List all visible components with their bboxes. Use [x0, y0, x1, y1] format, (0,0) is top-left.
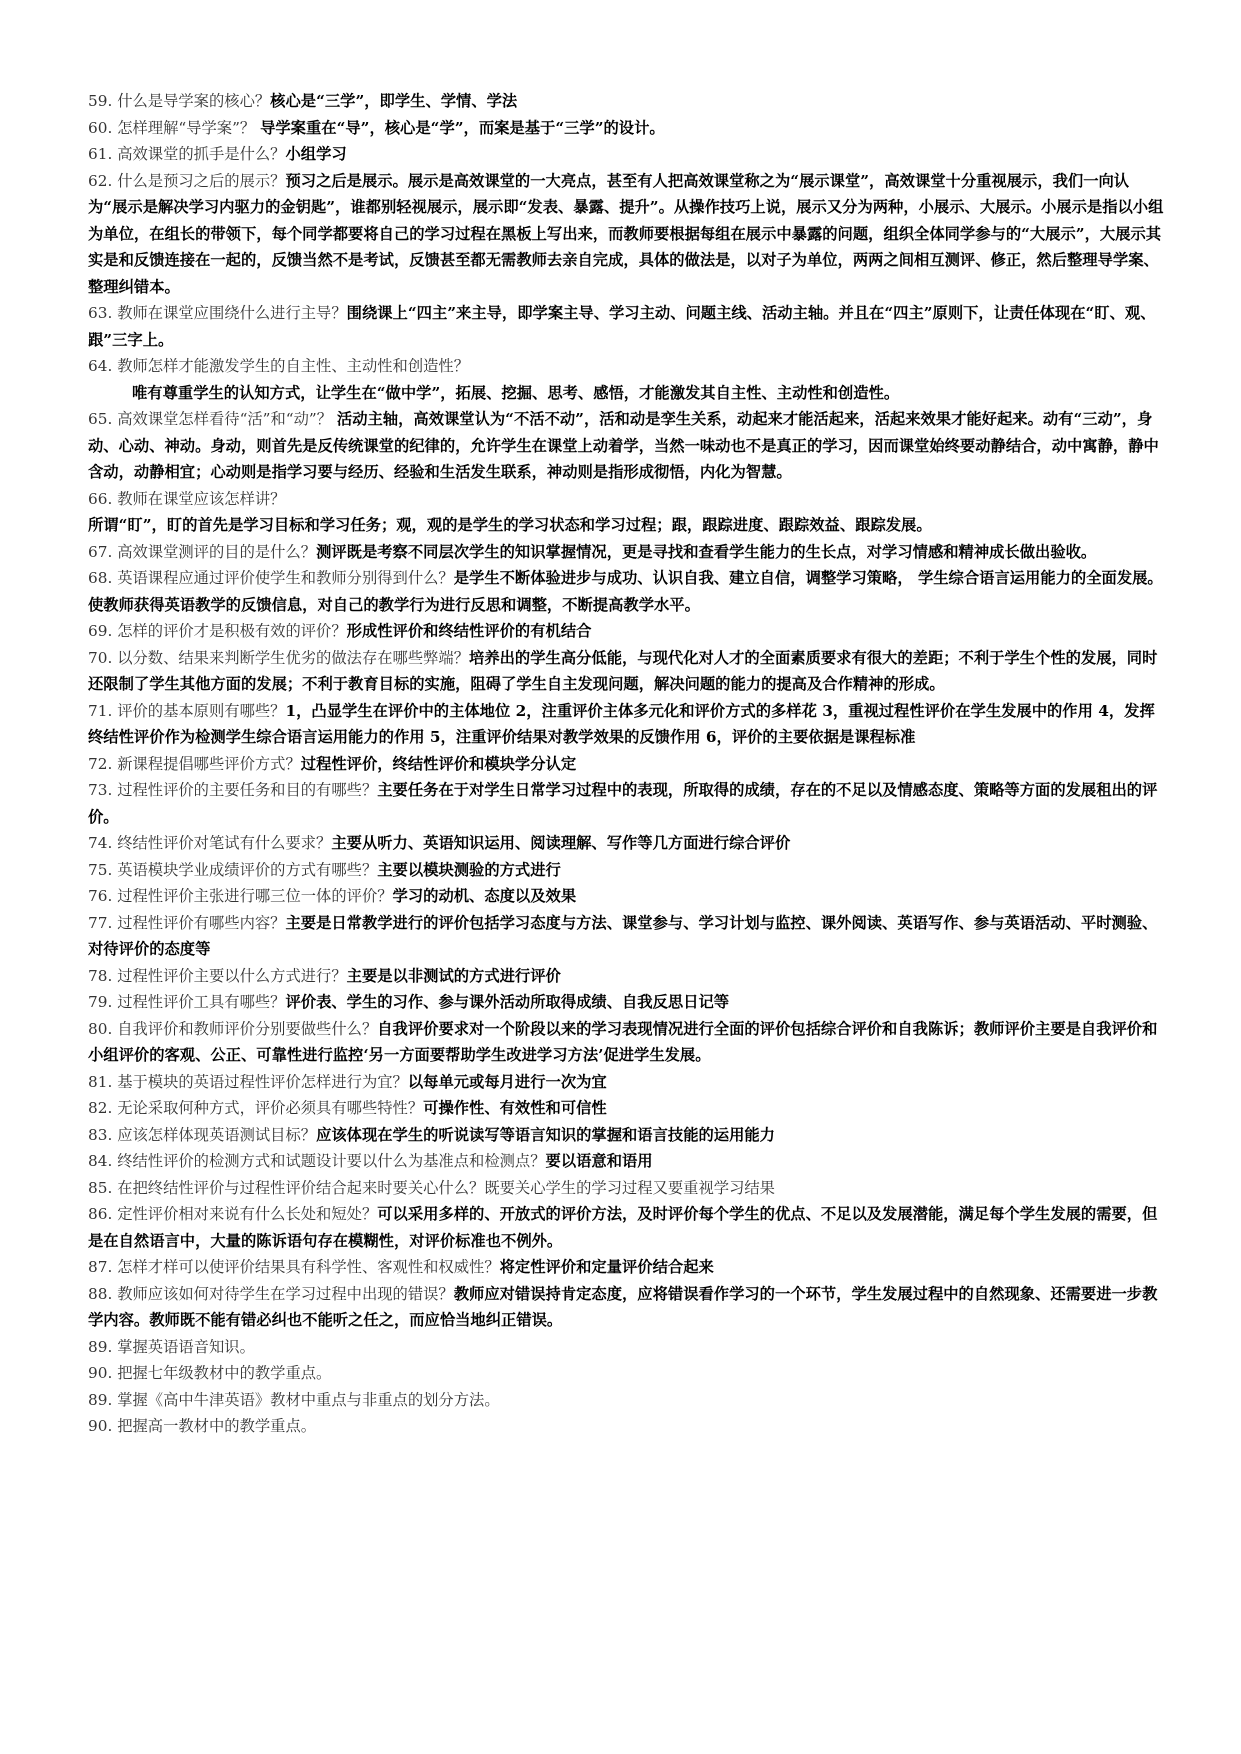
question-text: 69. 怎样的评价才是积极有效的评价？ — [88, 622, 347, 640]
question-text: 81. 基于模块的英语过程性评价怎样进行为宜？ — [88, 1072, 408, 1091]
qa-item-78 — [88, 963, 1168, 990]
qa-item-89 — [88, 1334, 1168, 1361]
question-text: 87. 怎样才样可以使评价结果具有科学性、客观性和权威性？ — [88, 1258, 500, 1276]
answer-text: 所谓“盯”，盯的首先是学习目标和学习任务；观，观的是学生的学习状态和学习过程；跟，跟踪进度、跟踪效益、跟踪发展。 — [88, 516, 932, 534]
answer-text: 主要是日常教学进行的评价包括学习态度与方法、课堂参与、学习计划与监控、课外阅读、英语写作、参与英语活动、平时测验、对待评价的态度等 — [88, 913, 1158, 958]
qa-item-73 — [88, 777, 1168, 830]
question-text: 70. 以分数、结果来判断学生优劣的做法存在哪些弊端？ — [88, 648, 470, 667]
answer-text: 1，凸显学生在评价中的主体地位 2，注重评价主体多元化和评价方式的多样花 3，重视过程性评价在学生发展中的作用 4，发挥终结性评价作为检测学生综合语言运用能力的作用 5，注重评价结果对教学效果的反馈作用 6，评价的主要依据是课程标准 — [88, 701, 1155, 746]
qa-item-60 — [88, 115, 1168, 142]
qa-item-70 — [88, 645, 1168, 698]
question-text: 90. 把握高一教材中的教学重点。 — [88, 1417, 317, 1435]
question-text: 89. 掌握英语语音知识。 — [88, 1337, 255, 1356]
answer-text: 预习之后是展示。展示是高效课堂的一大亮点，甚至有人把高效课堂称之为“展示课堂”，高效课堂十分重视展示，我们一向认为“展示是解决学习内驱力的金钥匙”，谁都别轻视展示，展示即“发表、暴露、提升”。从操作技巧上说，展示又分为两种，小展示、大展示。小展示是指以小组为单位，在组长的带领下，每个同学都要将自己的学习过程在黑板上写出来，而教师要根据每组在展示中暴露的问题，组织全体同学参与的“大展示”，大展示其实是和反馈连接在一起的，反馈当然不是考试，反馈甚至都无需教师去亲自完成，具体的做法是，以对子为单位，两两之间相互测评、修正，然后整理导学案、整理纠错本。 — [88, 171, 1164, 296]
answer-text: 培养出的学生高分低能，与现代化对人才的全面素质要求有很大的差距；不利于学生个性的发展，同时还限制了学生其他方面的发展；不利于教育目标的实施，阻碍了学生自主发现问题，解决问题的能力的提高及合作精神的形成。 — [88, 648, 1158, 693]
qa-item-86 — [88, 1201, 1168, 1254]
answer-text: 是学生不断体验进步与成功、认识自我、建立自信，调整学习策略， 学生综合语言运用能力的全面发展。使教师获得英语教学的反馈信息，对自己的教学行为进行反思和调整，不断提高教学水平。 — [88, 569, 1163, 614]
answer-text: 教师应对错误持肯定态度，应将错误看作学习的一个环节，学生发展过程中的自然现象、还需要进一步教学内容。教师既不能有错必纠也不能听之任之，而应恰当地纠正错误。 — [88, 1284, 1158, 1329]
question-text: 85. 在把终结性评价与过程性评价结合起来时要关心什么？既要关心学生的学习过程又要重视学习结果 — [88, 1178, 775, 1197]
question-text: 76. 过程性评价主张进行哪三位一体的评价？ — [88, 887, 393, 905]
qa-item-69 — [88, 618, 1168, 645]
answer-text: 形成性评价和终结性评价的有机结合 — [346, 622, 592, 640]
answer-text: 主要任务在于对学生日常学习过程中的表现，所取得的成绩，存在的不足以及情感态度、策略等方面的发展租出的评价。 — [88, 781, 1158, 826]
answer-text: 学习的动机、态度以及效果 — [392, 887, 577, 905]
question-text: 79. 过程性评价工具有哪些？ — [88, 993, 286, 1011]
question-text: 77. 过程性评价有哪些内容？ — [88, 913, 286, 932]
answer-text: 要以语意和语用 — [545, 1152, 653, 1170]
qa-item-76 — [88, 883, 1168, 910]
qa-item-84 — [88, 1148, 1168, 1175]
answer-text: 可以采用多样的、开放式的评价方法，及时评价每个学生的优点、不足以及发展潜能，满足每个学生发展的需要，但是在自然语言中，大量的陈诉语句存在模糊性，对评价标准也不例外。 — [88, 1205, 1158, 1250]
qa-item-83 — [88, 1122, 1168, 1149]
answer-text: 评价表、学生的习作、参与课外活动所取得成绩、自我反思日记等 — [285, 993, 730, 1011]
answer-text: 活动主轴，高效课堂认为“不活不动”，活和动是孪生关系，动起来才能活起来，活起来效果才能好起来。动有“三动”，身动、心动、神动。身动，则首先是反传统课堂的纪律的，允许学生在课堂上动着学，当然一味动也不是真正的学习，因而课堂始终要动静结合，动中寓静，静中含动，动静相宜；心动则是指学习要与经历、经验和生活发生联系，神动则是指形成彻悟，内化为智慧。 — [88, 410, 1159, 481]
answer-text: 测评既是考察不同层次学生的知识掌握情况，更是寻找和查看学生能力的生长点，对学习情感和精神成长做出验收。 — [316, 542, 1097, 561]
question-text: 74. 终结性评价对笔试有什么要求？ — [88, 834, 332, 852]
question-text: 72. 新课程提倡哪些评价方式？ — [88, 754, 301, 773]
qa-item-68 — [88, 565, 1168, 618]
qa-item-66-answer — [88, 512, 1168, 539]
qa-item-75 — [88, 857, 1168, 884]
question-text: 66. 教师在课堂应该怎样讲？ — [88, 489, 286, 508]
qa-item-64-answer — [88, 380, 1168, 407]
question-text: 90. 把握七年级教材中的教学重点。 — [88, 1364, 332, 1382]
question-text: 86. 定性评价相对来说有什么长处和短处？ — [88, 1205, 378, 1223]
qa-item-87 — [88, 1254, 1168, 1281]
qa-item-64 — [88, 353, 1168, 380]
question-text: 75. 英语模块学业成绩评价的方式有哪些？ — [88, 860, 378, 879]
qa-item-62 — [88, 168, 1168, 301]
answer-text: 主要以模块测验的方式进行 — [377, 860, 561, 879]
qa-item-80 — [88, 1016, 1168, 1069]
question-text: 62. 什么是预习之后的展示？ — [88, 171, 286, 190]
question-text: 84. 终结性评价的检测方式和试题设计要以什么为基准点和检测点？ — [88, 1152, 546, 1170]
qa-item-79 — [88, 989, 1168, 1016]
qa-item-63 — [88, 300, 1168, 353]
answer-text: 小组学习 — [285, 145, 347, 163]
question-text: 80. 自我评价和教师评价分别要做些什么？ — [88, 1019, 378, 1038]
answer-text: 将定性评价和定量评价结合起来 — [499, 1258, 714, 1276]
qa-item-90 — [88, 1360, 1168, 1387]
qa-item-89b — [88, 1387, 1168, 1414]
qa-item-77 — [88, 910, 1168, 963]
qa-item-66 — [88, 486, 1168, 513]
answer-text: 以每单元或每月进行一次为宜 — [407, 1072, 607, 1091]
question-text: 83. 应该怎样体现英语测试目标？ — [88, 1125, 317, 1144]
answer-text: 主要是以非测试的方式进行评价 — [346, 966, 561, 985]
answer-text: 过程性评价，终结性评价和模块学分认定 — [300, 754, 577, 773]
question-text: 73. 过程性评价的主要任务和目的有哪些？ — [88, 781, 378, 799]
question-text: 78. 过程性评价主要以什么方式进行？ — [88, 966, 347, 985]
qa-item-61 — [88, 141, 1168, 168]
question-text: 64. 教师怎样才能激发学生的自主性、主动性和创造性？ — [88, 357, 470, 375]
answer-text: 导学案重在“导”，核心是“学”，而案是基于“三学”的设计。 — [260, 118, 665, 137]
qa-item-65 — [88, 406, 1168, 486]
question-text: 63. 教师在课堂应围绕什么进行主导？ — [88, 304, 347, 322]
qa-item-81 — [88, 1069, 1168, 1096]
question-text: 89. 掌握《高中牛津英语》教材中重点与非重点的划分方法。 — [88, 1390, 500, 1409]
question-text: 60. 怎样理解“导学案”？ — [88, 118, 261, 137]
answer-text: 主要从听力、英语知识运用、阅读理解、写作等几方面进行综合评价 — [331, 834, 791, 852]
question-text: 68. 英语课程应通过评价使学生和教师分别得到什么？ — [88, 569, 454, 587]
qa-item-90b — [88, 1413, 1168, 1440]
qa-item-82 — [88, 1095, 1168, 1122]
qa-item-72 — [88, 751, 1168, 778]
answer-text: 唯有尊重学生的认知方式，让学生在“做中学”，拓展、挖掘、思考、感悟，才能激发其自主性、主动性和创造性。 — [132, 383, 900, 402]
answer-text: 可操作性、有效性和可信性 — [423, 1099, 607, 1117]
question-text: 65. 高效课堂怎样看待“活”和“动”？ — [88, 410, 337, 428]
question-text: 61. 高效课堂的抓手是什么？ — [88, 145, 286, 163]
answer-text: 应该体现在学生的听说读写等语言知识的掌握和语言技能的运用能力 — [316, 1125, 775, 1144]
question-text: 82. 无论采取何种方式，评价必须具有哪些特性？ — [88, 1099, 424, 1117]
qa-item-59 — [88, 88, 1168, 115]
qa-item-88 — [88, 1281, 1168, 1334]
answer-text: 核心是“三学”，即学生、学情、学法 — [270, 92, 518, 110]
question-text: 71. 评价的基本原则有哪些？ — [88, 701, 286, 720]
qa-item-71 — [88, 698, 1168, 751]
qa-item-67 — [88, 539, 1168, 566]
question-text: 67. 高效课堂测评的目的是什么？ — [88, 542, 317, 561]
question-text: 88. 教师应该如何对待学生在学习过程中出现的错误？ — [88, 1284, 454, 1303]
qa-item-74 — [88, 830, 1168, 857]
answer-text: 围绕课上“四主”来主导，即学案主导、学习主动、问题主线、活动主轴。并且在“四主”原则下，让责任体现在“盯、观、跟”三字上。 — [88, 304, 1156, 349]
qa-item-85 — [88, 1175, 1168, 1202]
document-page — [88, 88, 1168, 1440]
question-text: 59. 什么是导学案的核心？ — [88, 92, 271, 110]
answer-text: 自我评价要求对一个阶段以来的学习表现情况进行全面的评价包括综合评价和自我陈诉；教师评价主要是自我评价和小组评价的客观、公正、可靠性进行监控‘另一方面要帮助学生改进学习方法’促进学生发展。 — [88, 1019, 1158, 1064]
